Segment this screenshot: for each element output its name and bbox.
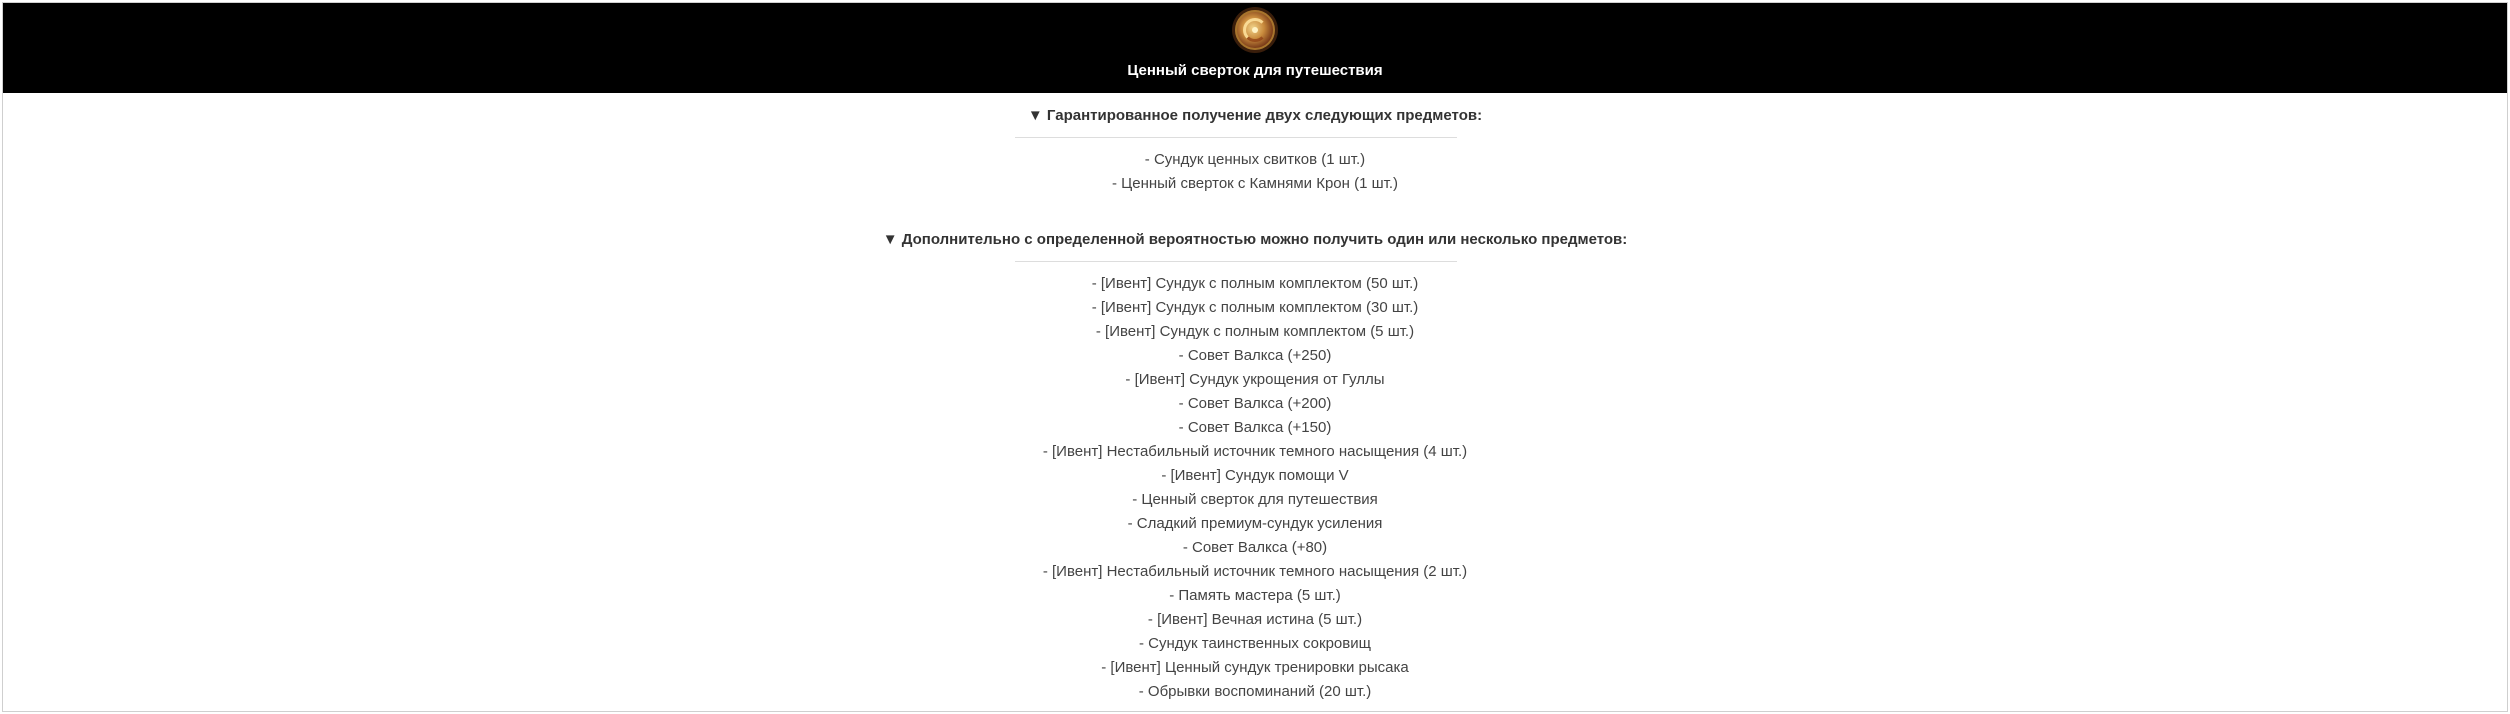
list-item: - Сундук ценных свитков (1 шт.) [1144,151,1366,168]
item-title: Ценный сверток для путешествия [1127,62,1383,79]
optional-items-list [3,272,2507,704]
list-item: - Обрывки воспоминаний (20 шт.) [1138,683,1372,700]
section-heading-optional: ▼ Дополнительно с определенной вероятностью можно получить один или несколько предметов: [882,231,1628,248]
list-item: - [Ивент] Сундук с полным комплектом (50 шт.) [1091,275,1419,292]
list-item: - Память мастера (5 шт.) [1169,587,1341,604]
list-item: - [Ивент] Вечная истина (5 шт.) [1147,611,1363,628]
list-item: - Ценный сверток с Камнями Крон (1 шт.) [1111,175,1399,192]
list-item: - [Ивент] Сундук с полным комплектом (30 шт.) [1091,299,1419,316]
list-item: - [Ивент] Нестабильный источник темного насыщения (4 шт.) [1042,443,1468,460]
list-item: - Ценный сверток для путешествия [1132,491,1378,508]
item-tooltip-panel [2,2,2508,712]
emblem-center [1252,27,1258,33]
list-item: - [Ивент] Нестабильный источник темного насыщения (2 шт.) [1042,563,1468,580]
section-divider [1015,261,1457,262]
tooltip-header [3,3,2507,93]
list-item: - [Ивент] Сундук помощи V [1161,467,1349,484]
list-item: - Сладкий премиум-сундук усиления [1127,515,1383,532]
list-item: - Совет Валкса (+80) [1182,539,1328,556]
section-divider [1015,137,1457,138]
section-heading-guaranteed: ▼ Гарантированное получение двух следующих предметов: [1027,107,1483,124]
list-item: - Совет Валкса (+250) [1178,347,1332,364]
guaranteed-items-list [3,148,2507,196]
list-item: - Совет Валкса (+200) [1178,395,1332,412]
list-item: - [Ивент] Ценный сундук тренировки рысака [1101,659,1409,676]
event-emblem-icon [1235,10,1275,50]
list-item: - [Ивент] Сундук укрощения от Гуллы [1125,371,1385,388]
list-item: - Сундук таинственных сокровищ [1139,635,1371,652]
list-item: - Совет Валкса (+150) [1178,419,1332,436]
list-item: - [Ивент] Сундук с полным комплектом (5 шт.) [1095,323,1415,340]
